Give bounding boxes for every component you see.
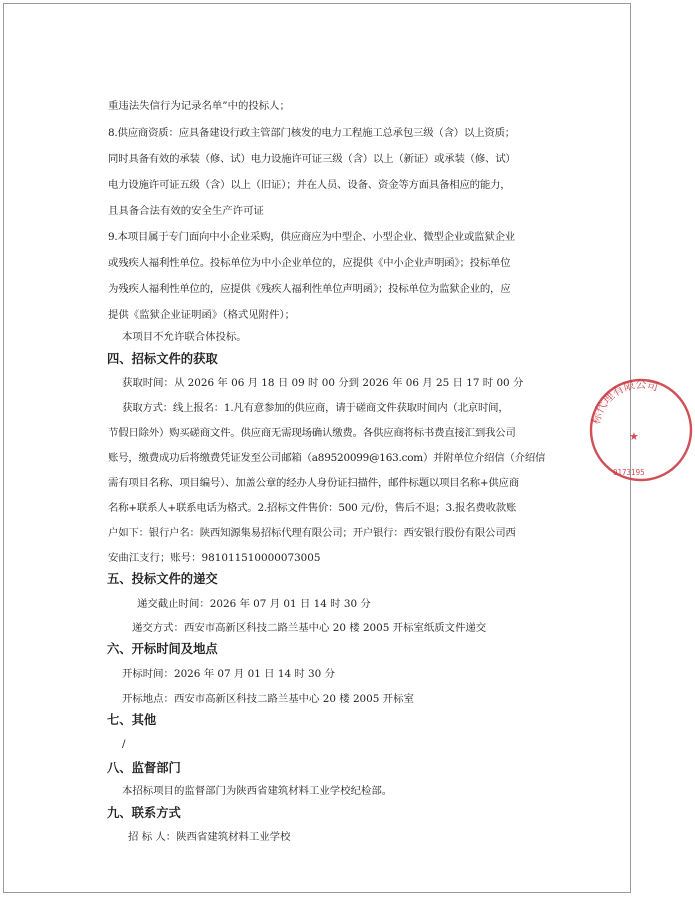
submission-method: 递交方式：西安市高新区科技二路兰基中心 20 楼 2005 开标室纸质文件递交 xyxy=(132,622,487,634)
acquisition-method-line-4: 需有项目名称、项目编号）、加盖公章的经办人身份证扫描件，邮件标题以项目名称+供应商 xyxy=(108,477,519,489)
seal-star: ★ xyxy=(629,430,639,443)
requirement-8-line-3: 电力设施许可证五级（含）以上（旧证）；并在人员、设备、资金等方面具备相应的能力， xyxy=(108,179,511,191)
requirement-9-line-2: 或残疾人福利性单位。投标单位为中小企业单位的，应提供《中小企业声明函》；投标单位 xyxy=(108,257,511,269)
section-6-heading: 六、开标时间及地点 xyxy=(107,642,218,656)
requirement-9-line-4: 提供《监狱企业证明函》（格式见附件）； xyxy=(108,309,296,321)
other-content: / xyxy=(122,738,126,750)
acquisition-method-line-1: 获取方式：线上报名：1.凡有意参加的供应商，请于磋商文件获取时间内（北京时间， xyxy=(122,402,509,414)
acquisition-method-line-3: 账号，缴费成功后将缴费凭证发至公司邮箱（a89520099@163.com）并附单位介绍信（介绍信 xyxy=(108,452,546,464)
consortium-note: 本项目不允许联合体投标。 xyxy=(122,331,247,343)
acquisition-method-line-6: 户如下：银行户名：陕西知源集易招标代理有限公司；开户银行：西安银行股份有限公司西 xyxy=(108,527,516,539)
requirement-8-line-4: 且具备合法有效的安全生产许可证 xyxy=(108,205,264,217)
submission-deadline: 递交截止时间：2026 年 07 月 01 日 14 时 30 分 xyxy=(137,598,371,610)
continuation-line: 重违法失信行为记录名单”中的投标人； xyxy=(108,100,290,112)
section-7-heading: 七、其他 xyxy=(107,713,157,727)
company-seal xyxy=(585,368,695,478)
section-8-heading: 八、监督部门 xyxy=(107,761,181,775)
acquisition-method-line-5: 名称+联系人+联系电话为格式。2.招标文件售价：500 元/份，售后不退；3.报名费收款账 xyxy=(108,502,517,514)
section-5-heading: 五、投标文件的递交 xyxy=(107,572,218,586)
seal-number: 0173195 xyxy=(613,468,645,477)
section-9-heading: 九、联系方式 xyxy=(107,806,181,820)
requirement-8-line-1: 8.供应商资质：应具备建设行政主管部门核发的电力工程施工总承包三级（含）以上资质； xyxy=(108,127,515,139)
acquisition-method-line-7: 安曲江支行；账号：981011510000073005 xyxy=(108,552,321,564)
section-4-heading: 四、招标文件的获取 xyxy=(107,352,218,366)
supervision-content: 本招标项目的监督部门为陕西省建筑材料工业学校纪检部。 xyxy=(122,785,393,797)
requirement-9-line-1: 9.本项目属于专门面向中小企业采购，供应商应为中型企、小型企业、微型企业或监狱企业 xyxy=(108,231,515,243)
seal-text: 标代理有限公司 xyxy=(589,377,660,426)
acquisition-method-line-2: 节假日除外）购买磋商文件。供应商无需现场确认缴费。各供应商将标书费直接汇到我公司 xyxy=(108,427,516,439)
opening-place: 开标地点：西安市高新区科技二路兰基中心 20 楼 2005 开标室 xyxy=(122,693,414,705)
tenderer-line: 招 标 人：陕西省建筑材料工业学校 xyxy=(128,831,291,843)
acquisition-time: 获取时间：从 2026 年 06 月 18 日 09 时 00 分到 2026 年 06 月 25 日 17 时 00 分 xyxy=(122,377,524,389)
requirement-8-line-2: 同时具备有效的承装（修、试）电力设施许可证三级（含）以上（新证）或承装（修、试） xyxy=(108,153,516,165)
requirement-9-line-3: 为残疾人福利性单位的，应提供《残疾人福利性单位声明函》；投标单位为监狱企业的，应 xyxy=(108,283,511,295)
opening-time: 开标时间：2026 年 07 月 01 日 14 时 30 分 xyxy=(122,668,335,680)
